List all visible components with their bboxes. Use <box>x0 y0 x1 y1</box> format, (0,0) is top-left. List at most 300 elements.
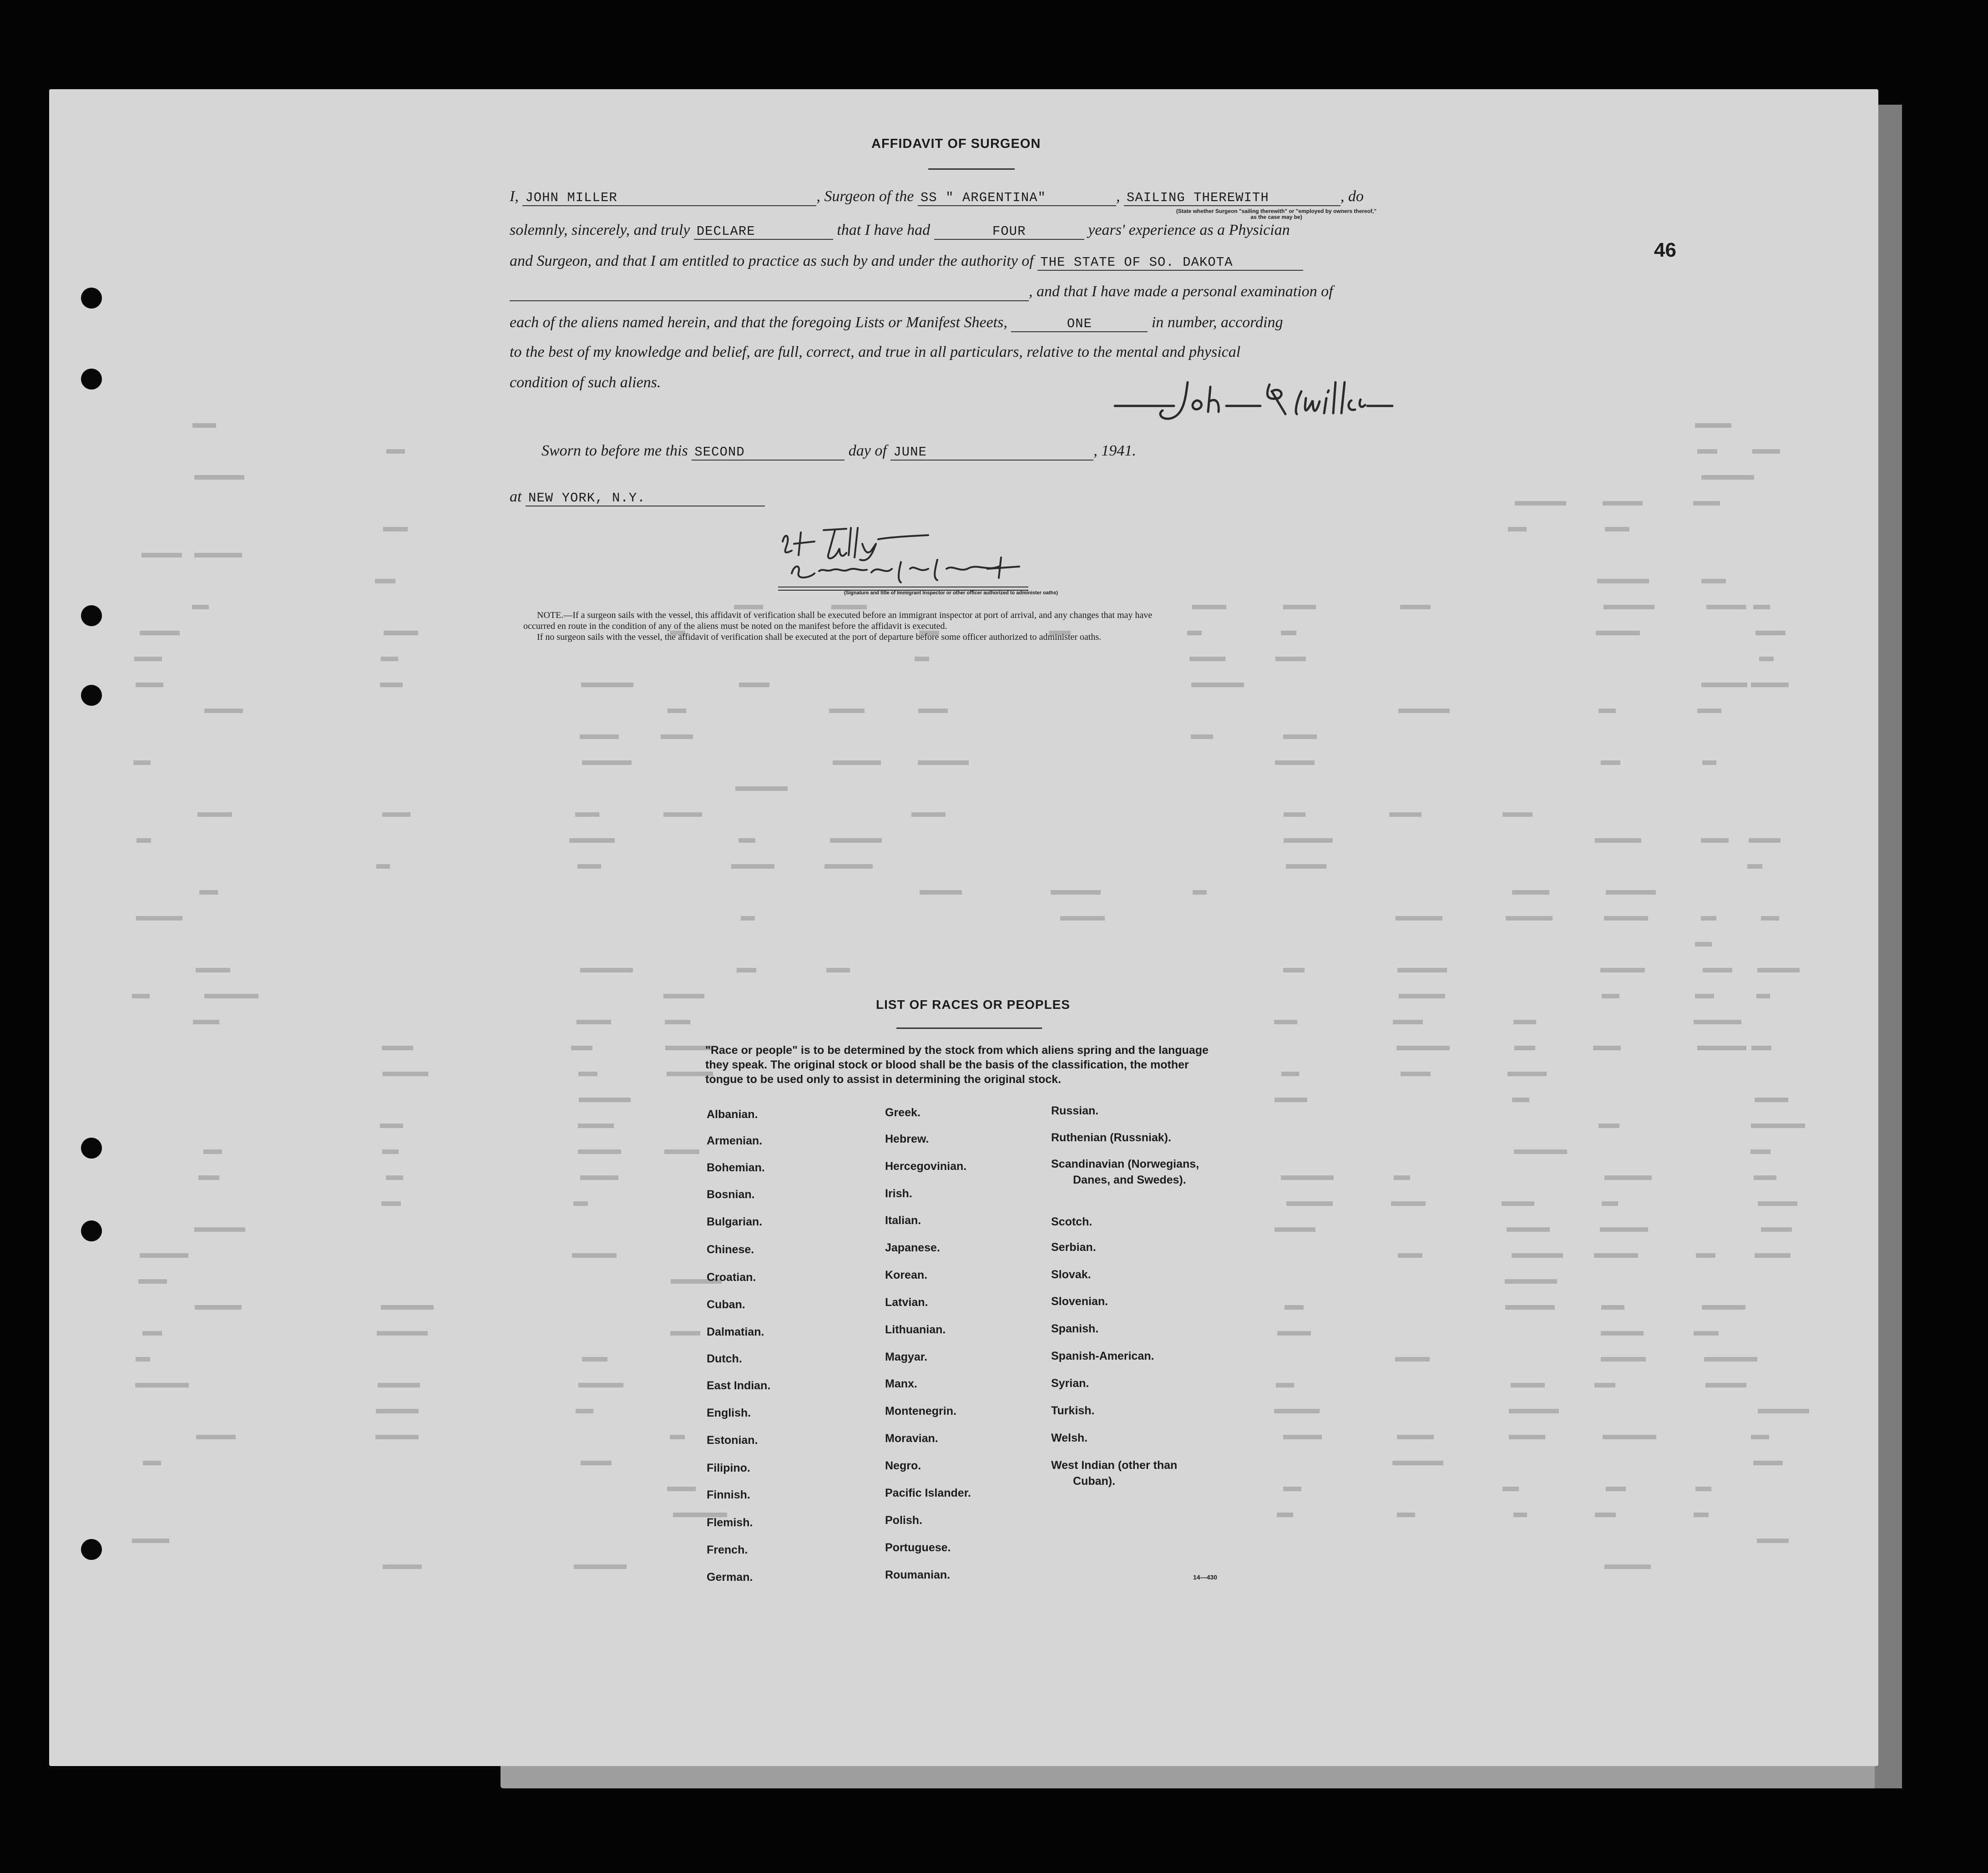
race-entry: Portuguese. <box>885 1541 951 1554</box>
ghost-mark <box>663 812 702 817</box>
ghost-mark <box>1596 631 1640 635</box>
ghost-mark <box>1694 1020 1741 1024</box>
ghost-mark <box>378 1383 420 1387</box>
ghost-mark <box>1275 1098 1307 1102</box>
ghost-mark <box>1695 1487 1711 1491</box>
race-entry: West Indian (other than <box>1051 1459 1178 1472</box>
ghost-mark <box>1392 1461 1443 1465</box>
ghost-mark <box>581 683 633 687</box>
ghost-mark <box>1397 1435 1434 1439</box>
ghost-mark <box>571 1046 592 1050</box>
page-number: 46 <box>1654 239 1676 261</box>
authority-field: THE STATE OF SO. DAKOTA <box>1037 255 1303 271</box>
ghost-mark <box>833 760 881 765</box>
ghost-mark <box>136 916 182 921</box>
note-line-2: occurred en route in the condition of any of the aliens must be noted on the manifest before the affidavit is executed. <box>523 621 947 631</box>
ghost-mark <box>1400 605 1431 609</box>
sworn-year: , 1941. <box>1093 442 1136 459</box>
surgeon-name-field: JOHN MILLER <box>522 190 816 206</box>
ghost-mark <box>577 1020 611 1024</box>
place-pre: at <box>510 488 522 505</box>
ghost-mark <box>664 1149 699 1154</box>
ghost-mark <box>1598 709 1616 713</box>
race-entry: Japanese. <box>885 1241 940 1254</box>
ghost-mark <box>140 631 180 635</box>
line2-mid: that I have had <box>837 222 931 238</box>
affidavit-line-7: condition of such aliens. <box>510 374 661 391</box>
ghost-mark <box>1755 1098 1788 1102</box>
race-entry: Moravian. <box>885 1432 938 1445</box>
ghost-mark <box>1391 1201 1426 1206</box>
ghost-mark <box>382 812 410 817</box>
race-entry: Turkish. <box>1051 1404 1095 1417</box>
ghost-mark <box>734 605 763 609</box>
race-entry: Greek. <box>885 1106 921 1119</box>
ghost-mark <box>132 1539 169 1543</box>
race-entry: Danes, and Swedes). <box>1073 1174 1186 1186</box>
place-line <box>510 488 765 506</box>
affidavit-line-3 <box>510 253 1303 271</box>
ghost-mark <box>1697 709 1721 713</box>
ghost-mark <box>381 1305 434 1310</box>
ghost-mark <box>1274 1020 1297 1024</box>
race-entry: Croatian. <box>707 1271 756 1284</box>
race-entry: Scotch. <box>1051 1215 1093 1228</box>
ghost-mark <box>382 1149 398 1154</box>
ghost-mark <box>203 1149 222 1154</box>
ghost-mark <box>663 994 704 998</box>
ghost-mark <box>137 838 152 843</box>
ghost-mark <box>197 812 232 817</box>
ghost-mark <box>1275 1227 1315 1232</box>
affidavit-title: AFFIDAVIT OF SURGEON <box>871 137 1041 151</box>
sheets-count-field: ONE <box>1011 316 1148 332</box>
ghost-mark <box>1285 1305 1304 1310</box>
ghost-mark <box>1192 605 1226 609</box>
line2-post: years' experience as a Physician <box>1088 222 1290 238</box>
ghost-mark <box>1601 1305 1624 1310</box>
ghost-mark <box>1283 734 1317 739</box>
authority-continued-field <box>510 285 1029 301</box>
race-entry: English. <box>707 1407 751 1419</box>
ghost-mark <box>1506 916 1553 921</box>
ghost-mark <box>1750 1149 1770 1154</box>
ghost-mark <box>1396 916 1442 921</box>
ghost-mark <box>142 1331 162 1336</box>
race-entry: Montenegrin. <box>885 1405 956 1417</box>
ghost-mark <box>1393 1020 1423 1024</box>
sworn-line <box>541 442 1136 461</box>
ghost-mark <box>830 838 882 843</box>
ghost-mark <box>132 994 150 998</box>
ghost-mark <box>1757 1539 1788 1543</box>
race-entry: Manx. <box>885 1377 917 1390</box>
punch-hole <box>81 1138 102 1159</box>
ghost-mark <box>920 890 961 895</box>
title-underline <box>928 168 1015 170</box>
years-experience-field: FOUR <box>934 224 1084 240</box>
ghost-mark <box>1757 968 1800 972</box>
ghost-mark <box>1755 631 1786 635</box>
ghost-mark <box>1193 890 1207 895</box>
ghost-mark <box>1602 994 1619 998</box>
ghost-mark <box>1512 890 1549 895</box>
ghost-mark <box>579 1098 631 1102</box>
ghost-mark <box>1597 579 1649 583</box>
ghost-mark <box>578 1383 623 1387</box>
ghost-mark <box>1397 968 1447 972</box>
race-entry: Bosnian. <box>707 1188 755 1201</box>
ghost-mark <box>1284 838 1333 843</box>
ghost-mark <box>386 1175 403 1180</box>
ghost-mark <box>670 1435 685 1439</box>
ghost-mark <box>194 475 244 480</box>
race-entry: Korean. <box>885 1269 928 1281</box>
ghost-mark <box>194 1227 245 1232</box>
ghost-mark <box>1701 579 1726 583</box>
ghost-mark <box>667 1487 696 1491</box>
ghost-mark <box>831 605 867 609</box>
ghost-mark <box>1513 1513 1527 1517</box>
ghost-mark <box>1398 1253 1422 1258</box>
ghost-mark <box>383 527 408 532</box>
ghost-mark <box>1753 605 1770 609</box>
race-entry: Pacific Islander. <box>885 1487 971 1499</box>
ghost-mark <box>1702 760 1716 765</box>
ghost-mark <box>1283 1487 1301 1491</box>
race-entry: Roumanian. <box>885 1569 951 1581</box>
ghost-mark <box>578 1072 597 1076</box>
punch-hole <box>81 288 102 309</box>
ghost-mark <box>1606 1487 1626 1491</box>
ghost-mark <box>1751 1046 1771 1050</box>
ghost-mark <box>1595 838 1641 843</box>
ghost-mark <box>1502 1201 1534 1206</box>
ghost-mark <box>572 1253 617 1258</box>
ghost-mark <box>1281 1175 1334 1180</box>
ghost-mark <box>918 760 969 765</box>
ghost-mark <box>668 709 686 713</box>
inspector-caption: (Signature and title of Immigrant Inspector or other officer authorized to administer oaths) <box>844 590 1058 596</box>
ghost-mark <box>198 1175 220 1180</box>
race-entry: Spanish. <box>1051 1322 1099 1335</box>
race-entry: Welsh. <box>1051 1432 1088 1444</box>
ghost-mark <box>825 864 873 869</box>
ghost-mark <box>380 1124 404 1128</box>
ghost-mark <box>1702 1305 1745 1310</box>
ghost-mark <box>136 1357 150 1362</box>
ghost-mark <box>1758 1409 1809 1413</box>
ghost-mark <box>1399 994 1445 998</box>
ghost-mark <box>1693 501 1720 506</box>
race-entry: Dalmatian. <box>707 1326 764 1338</box>
ghost-mark <box>1753 1461 1783 1465</box>
race-entry: Hebrew. <box>885 1133 929 1145</box>
line1-post: , do <box>1340 188 1364 205</box>
ghost-mark <box>1515 501 1566 506</box>
ghost-mark <box>380 683 403 687</box>
punch-hole <box>81 685 102 706</box>
sworn-pre: Sworn to before me this <box>541 442 688 459</box>
ghost-mark <box>1603 1435 1656 1439</box>
ghost-mark <box>911 812 946 817</box>
ghost-mark <box>135 1383 189 1387</box>
ghost-mark <box>1697 1046 1746 1050</box>
ghost-mark <box>1600 968 1645 972</box>
ghost-mark <box>915 657 929 661</box>
ghost-mark <box>1604 1175 1652 1180</box>
race-entry: Armenian. <box>707 1134 763 1147</box>
race-entry: French. <box>707 1544 748 1556</box>
ghost-mark <box>133 760 151 765</box>
ghost-mark <box>193 1020 219 1024</box>
race-entry: Negro. <box>885 1459 921 1472</box>
ghost-mark <box>381 657 398 661</box>
ghost-mark <box>582 1357 607 1362</box>
race-entry: Latvian. <box>885 1296 928 1309</box>
ghost-mark <box>1512 1253 1563 1258</box>
ghost-mark <box>1701 683 1747 687</box>
ghost-mark <box>195 1305 241 1310</box>
ghost-mark <box>1701 475 1754 480</box>
ghost-mark <box>1602 1201 1619 1206</box>
ghost-mark <box>384 631 418 635</box>
ghost-mark <box>1600 1227 1648 1232</box>
ghost-mark <box>1701 838 1729 843</box>
ghost-mark <box>1502 1487 1518 1491</box>
ghost-mark <box>1395 1357 1430 1362</box>
line1-pre: I, <box>510 188 519 205</box>
ghost-mark <box>1275 760 1315 765</box>
ghost-mark <box>1286 864 1326 869</box>
ghost-mark <box>204 709 243 713</box>
ghost-mark <box>1604 1564 1651 1569</box>
ghost-mark <box>1754 1175 1777 1180</box>
ghost-mark <box>1695 942 1711 947</box>
ghost-mark <box>580 968 633 972</box>
ghost-mark <box>1594 1383 1615 1387</box>
races-intro: "Race or people" is to be determined by the stock from which aliens spring and the language they speak. The original stock or blood shall be the basis of the classification, the mother tongue to be used only to assist in determining the original stock. <box>705 1044 1209 1086</box>
ghost-mark <box>1603 501 1643 506</box>
ghost-mark <box>580 734 618 739</box>
ghost-mark <box>737 968 756 972</box>
surgeon-signature <box>1106 373 1397 428</box>
ghost-mark <box>1191 734 1213 739</box>
race-entry: Cuban. <box>707 1298 745 1311</box>
race-entry: Bulgarian. <box>707 1215 763 1228</box>
ghost-mark <box>576 1409 593 1413</box>
ghost-mark <box>1394 1175 1410 1180</box>
ghost-mark <box>192 605 208 609</box>
ghost-mark <box>1275 657 1305 661</box>
ghost-mark <box>735 786 788 791</box>
ghost-mark <box>1277 1513 1294 1517</box>
race-entry: Slovenian. <box>1051 1295 1108 1308</box>
sworn-day-of: day of <box>848 442 887 459</box>
ghost-mark <box>582 760 632 765</box>
ghost-mark <box>1695 423 1731 428</box>
vessel-name-field: SS " ARGENTINA" <box>918 190 1116 206</box>
race-entry: Serbian. <box>1051 1241 1096 1254</box>
race-entry: Lithuanian. <box>885 1323 946 1336</box>
ghost-mark <box>1286 1201 1333 1206</box>
ghost-mark <box>1512 1098 1530 1102</box>
ghost-mark <box>1601 760 1620 765</box>
note-block <box>523 610 1388 643</box>
ghost-mark <box>1697 449 1717 454</box>
affidavit-line-5 <box>510 314 1283 332</box>
line2-pre: solemnly, sincerely, and truly <box>510 222 690 238</box>
race-entry: Ruthenian (Russniak). <box>1051 1131 1171 1144</box>
ghost-mark <box>1284 812 1305 817</box>
ghost-mark <box>665 1020 690 1024</box>
race-entry: Spanish-American. <box>1051 1350 1154 1362</box>
ghost-mark <box>1277 1331 1310 1336</box>
ghost-mark <box>1060 916 1105 921</box>
ghost-mark <box>1276 1383 1294 1387</box>
race-entry: Chinese. <box>707 1243 754 1256</box>
ghost-mark <box>731 864 774 869</box>
ghost-mark <box>1514 1149 1567 1154</box>
ghost-mark <box>376 1409 419 1413</box>
ghost-mark <box>1283 605 1315 609</box>
affidavit-line-1: I, JOHN MILLER , Surgeon of the SS " ARGENTINA" , SAILING THEREWITH , do <box>510 188 1364 205</box>
ghost-mark <box>1189 657 1226 661</box>
ghost-mark <box>578 1149 621 1154</box>
ghost-mark <box>918 709 948 713</box>
punch-hole <box>81 369 102 390</box>
ghost-mark <box>196 1435 236 1439</box>
race-entry: Cuban). <box>1073 1475 1116 1488</box>
ghost-mark <box>1514 1046 1536 1050</box>
races-title-underline <box>896 1028 1042 1029</box>
races-title: LIST OF RACES OR PEOPLES <box>876 997 1070 1012</box>
line5-pre: each of the aliens named herein, and that the foregoing Lists or Manifest Sheets, <box>510 314 1007 331</box>
ghost-mark <box>1509 1409 1559 1413</box>
ghost-mark <box>1605 527 1629 532</box>
race-entry: Syrian. <box>1051 1377 1089 1390</box>
place-field: NEW YORK, N.Y. <box>526 491 765 506</box>
ghost-mark <box>580 1175 618 1180</box>
ghost-mark <box>386 449 405 454</box>
race-entry: East Indian. <box>707 1379 771 1392</box>
ghost-mark <box>142 553 182 557</box>
race-entry: Filipino. <box>707 1462 750 1474</box>
ghost-mark <box>1751 683 1789 687</box>
ghost-mark <box>194 553 242 557</box>
ghost-mark <box>1761 1227 1792 1232</box>
ghost-mark <box>1756 994 1770 998</box>
ghost-mark <box>1507 1072 1547 1076</box>
ghost-mark <box>1761 916 1779 921</box>
race-entry: Irish. <box>885 1187 912 1200</box>
race-entry: German. <box>707 1571 753 1584</box>
ghost-mark <box>1755 1253 1791 1258</box>
ghost-mark <box>1703 968 1733 972</box>
manifest-sheet <box>49 89 1878 1766</box>
ghost-mark <box>1281 1072 1299 1076</box>
ghost-mark <box>383 1564 422 1569</box>
ghost-mark <box>1695 994 1714 998</box>
ghost-mark <box>1704 1357 1757 1362</box>
ghost-mark <box>575 812 599 817</box>
note-line-1: NOTE.—If a surgeon sails with the vessel, this affidavit of verification shall be executed before an immigrant inspector at port of arrival, and any changes that may have <box>537 610 1153 620</box>
sworn-month-field: JUNE <box>890 445 1093 461</box>
ghost-mark <box>1706 605 1746 609</box>
ghost-mark <box>143 1461 161 1465</box>
ghost-mark <box>1604 916 1648 921</box>
race-entry: Flemish. <box>707 1516 753 1529</box>
ghost-mark <box>204 994 258 998</box>
race-entry: Scandinavian (Norwegians, <box>1051 1158 1199 1170</box>
ghost-mark <box>1397 1513 1415 1517</box>
ghost-mark <box>1502 812 1533 817</box>
ghost-mark <box>1505 1305 1555 1310</box>
ghost-mark <box>383 1072 428 1076</box>
ghost-mark <box>1507 1227 1550 1232</box>
ghost-mark <box>1751 1435 1769 1439</box>
ghost-mark <box>1513 1020 1536 1024</box>
affidavit-line-2 <box>510 222 1290 240</box>
ghost-mark <box>1051 890 1100 895</box>
punch-hole <box>81 1220 102 1241</box>
ghost-mark <box>196 968 230 972</box>
ghost-mark <box>1593 1046 1621 1050</box>
ghost-mark <box>1505 1279 1557 1284</box>
ghost-mark <box>382 1046 413 1050</box>
line3-pre: and Surgeon, and that I am entitled to practice as such by and under the authority of <box>510 253 1034 269</box>
race-entry: Estonian. <box>707 1434 758 1447</box>
punch-hole <box>81 1539 102 1560</box>
race-entry: Hercegovinian. <box>885 1160 967 1173</box>
declare-field: DECLARE <box>694 224 833 240</box>
ghost-mark <box>381 1201 401 1206</box>
sworn-day-field: SECOND <box>692 445 845 461</box>
ghost-mark <box>1604 605 1654 609</box>
ghost-mark <box>569 838 615 843</box>
ghost-mark <box>192 423 216 428</box>
ghost-mark <box>578 1124 614 1128</box>
ghost-mark <box>577 864 601 869</box>
ghost-mark <box>1696 1253 1715 1258</box>
ghost-mark <box>136 683 163 687</box>
ghost-mark <box>1752 449 1781 454</box>
ghost-mark <box>1595 1513 1615 1517</box>
ghost-mark <box>670 1331 700 1336</box>
form-code: 14—430 <box>1193 1574 1217 1581</box>
ghost-mark <box>1759 657 1774 661</box>
capacity-field: SAILING THEREWITH <box>1124 190 1341 206</box>
ghost-mark <box>1274 1409 1319 1413</box>
ghost-mark <box>739 683 769 687</box>
race-entry: Finnish. <box>707 1488 750 1501</box>
race-entry: Bohemian. <box>707 1161 765 1174</box>
ghost-mark <box>375 1435 418 1439</box>
ghost-mark <box>826 968 850 972</box>
note-line-3: If no surgeon sails with the vessel, the affidavit of verification shall be executed at the port of departure before some officer authorized to administer oaths. <box>537 632 1102 642</box>
ghost-mark <box>581 1461 612 1465</box>
ghost-mark <box>661 734 693 739</box>
ghost-mark <box>1601 1357 1646 1362</box>
ghost-mark <box>140 1253 188 1258</box>
ghost-mark <box>138 1279 167 1284</box>
ghost-mark <box>829 709 864 713</box>
ghost-mark <box>1398 709 1450 713</box>
affidavit-line-4 <box>510 283 1333 301</box>
race-entry: Russian. <box>1051 1104 1099 1117</box>
ghost-mark <box>1509 1435 1545 1439</box>
race-entry: Polish. <box>885 1514 922 1527</box>
